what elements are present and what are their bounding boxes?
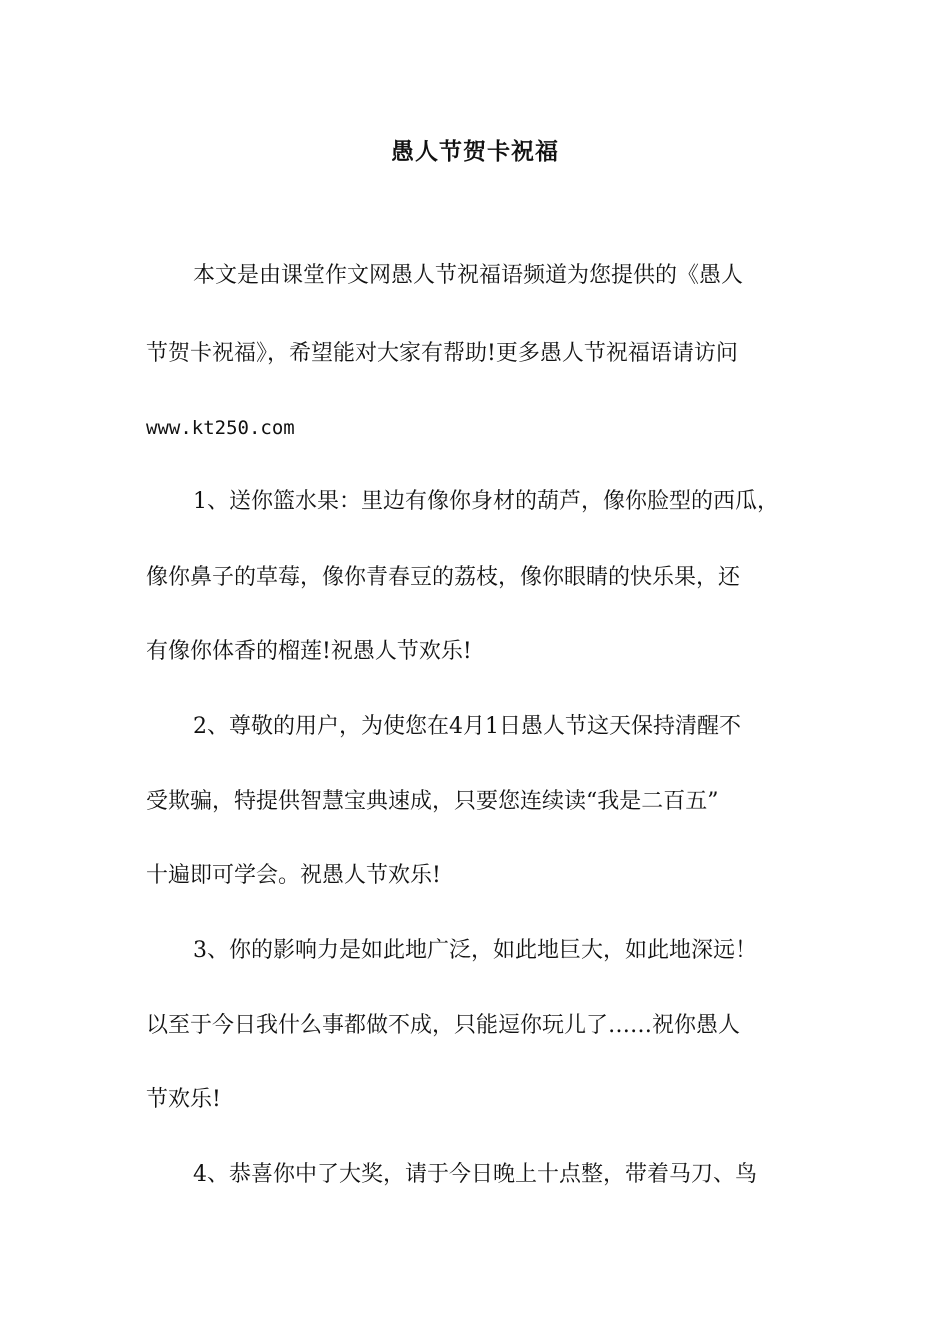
paragraph-3-line-3: 节欢乐! [146, 1087, 221, 1112]
paragraph-1-line-2: 像你鼻子的草莓，像你青春豆的荔枝，像你眼睛的快乐果，还 [146, 565, 741, 590]
paragraph-3-line-1: 3、你的影响力是如此地广泛，如此地巨大，如此地深远！ [193, 938, 757, 963]
paragraph-2-line-3: 十遍即可学会。祝愚人节欢乐! [146, 863, 441, 888]
paragraph-1-line-1: 1、送你篮水果：里边有像你身材的葫芦，像你脸型的西瓜， [193, 489, 779, 514]
paragraph-intro-line-2: 节贺卡祝福》，希望能对大家有帮助!更多愚人节祝福语请访问 [146, 341, 738, 366]
paragraph-intro-line-1: 本文是由课堂作文网愚人节祝福语频道为您提供的《愚人 [193, 263, 744, 288]
paragraph-3-line-2: 以至于今日我什么事都做不成，只能逗你玩儿了……祝你愚人 [146, 1013, 741, 1038]
paragraph-2-line-1: 2、尊敬的用户，为使您在4月1日愚人节这天保持清醒不 [193, 714, 741, 739]
paragraph-1-line-3: 有像你体香的榴莲!祝愚人节欢乐! [146, 639, 472, 664]
document-title: 愚人节贺卡祝福 [391, 138, 559, 165]
paragraph-4-line-1: 4、恭喜你中了大奖，请于今日晚上十点整，带着马刀、鸟 [193, 1162, 757, 1187]
paragraph-intro-url: www.kt250.com [146, 417, 295, 439]
paragraph-2-line-2: 受欺骗，特提供智慧宝典速成，只要您连续读“我是二百五” [146, 789, 719, 814]
